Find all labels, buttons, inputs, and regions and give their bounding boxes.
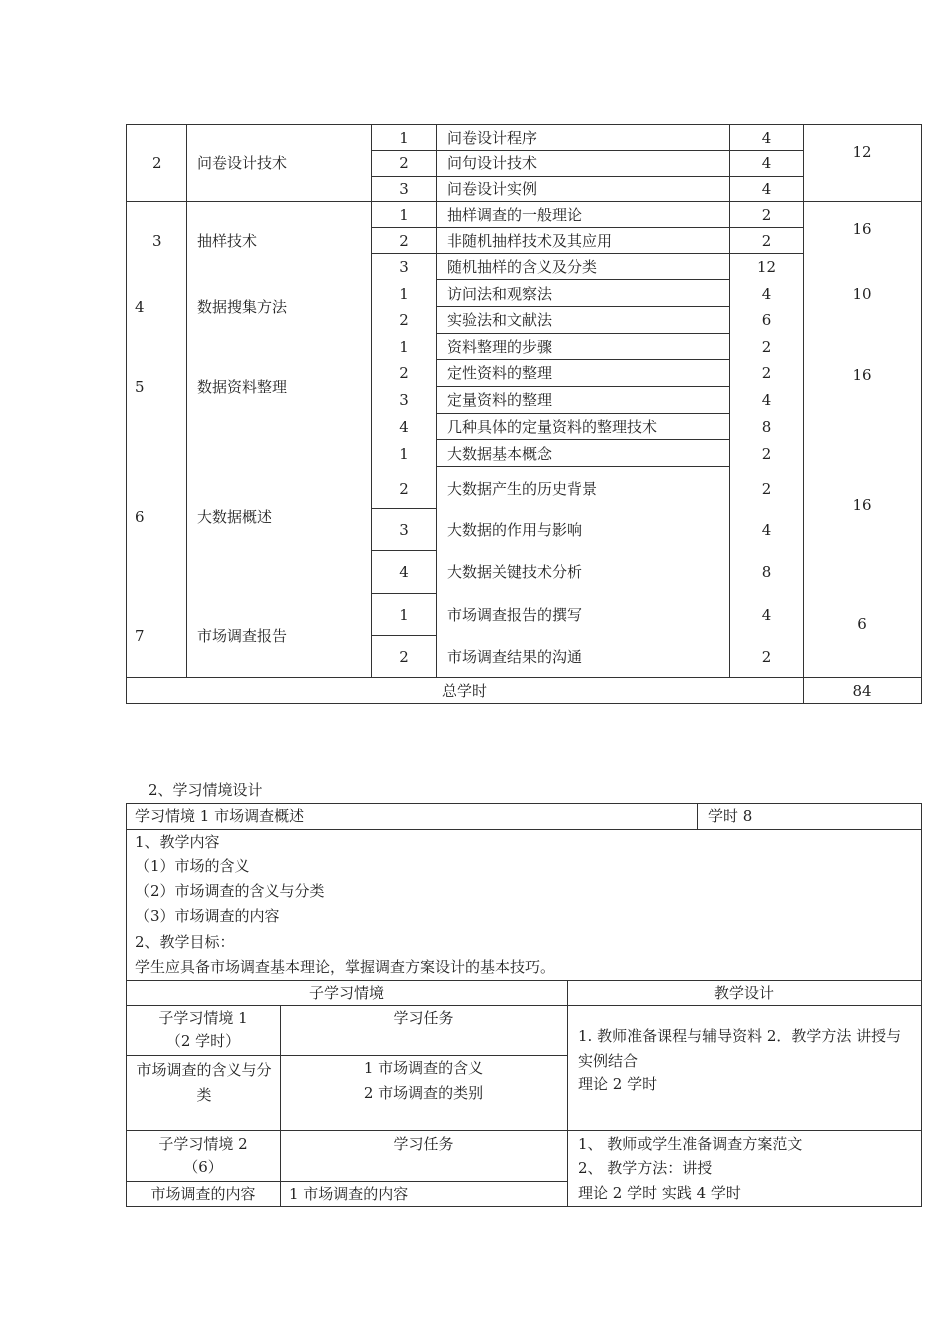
chapter-hours-total: 10 — [852, 285, 872, 303]
sub1-design-hours: 理论 2 学时 — [578, 1075, 658, 1093]
item-hours: 12 — [756, 258, 777, 276]
item-index: 1 — [399, 606, 409, 624]
item-topic: 大数据的作用与影响 — [447, 521, 583, 539]
col-sub-situation: 子学习情境 — [308, 984, 384, 1002]
item-index: 2 — [399, 648, 409, 666]
item-hours: 4 — [761, 154, 772, 172]
item-topic: 市场调查结果的沟通 — [447, 648, 583, 666]
sub1-task: 2 市场调查的类别 — [363, 1084, 484, 1102]
sub1-label: 子学习情境 1 — [158, 1009, 248, 1027]
sub2-design: 2、 教学方法：讲授 — [578, 1159, 713, 1177]
item-index: 2 — [399, 311, 409, 329]
chapter-name: 数据资料整理 — [197, 378, 288, 396]
item-topic: 问卷设计程序 — [447, 129, 538, 147]
sub1-task: 1 市场调查的含义 — [363, 1059, 484, 1077]
total-hours-label: 总学时 — [441, 682, 487, 700]
item-index: 1 — [399, 338, 409, 356]
chapter-name: 抽样技术 — [197, 232, 258, 250]
chapter-hours-total: 16 — [852, 220, 872, 238]
item-hours: 2 — [761, 480, 772, 498]
content-item: （3）市场调查的内容 — [135, 907, 280, 925]
item-index: 3 — [399, 258, 409, 276]
item-hours: 4 — [761, 285, 772, 303]
item-hours: 8 — [761, 418, 772, 436]
sub2-label: 子学习情境 2 — [158, 1135, 248, 1153]
chapter-no: 3 — [152, 232, 162, 250]
item-hours: 4 — [761, 180, 772, 198]
sub1-hours: （2 学时） — [165, 1032, 241, 1050]
item-hours: 2 — [761, 445, 772, 463]
item-hours: 4 — [761, 606, 772, 624]
item-hours: 8 — [761, 563, 772, 581]
sub2-name: 市场调查的内容 — [150, 1185, 256, 1203]
item-topic: 大数据产生的历史背景 — [447, 480, 598, 498]
total-hours-value: 84 — [852, 682, 872, 700]
chapter-name: 问卷设计技术 — [197, 154, 288, 172]
chapter-no: 4 — [135, 298, 145, 316]
item-hours: 2 — [761, 338, 772, 356]
item-topic: 问句设计技术 — [447, 154, 538, 172]
item-hours: 2 — [761, 232, 772, 250]
situation-hours: 学时 8 — [708, 807, 753, 825]
sub2-hours: （6） — [183, 1158, 223, 1176]
chapter-name: 大数据概述 — [197, 508, 273, 526]
item-hours: 2 — [761, 648, 772, 666]
item-index: 4 — [399, 418, 409, 436]
content-item: （2）市场调查的含义与分类 — [135, 882, 325, 900]
item-topic: 几种具体的定量资料的整理技术 — [447, 418, 658, 436]
goal-heading: 2、教学目标： — [135, 933, 235, 951]
item-hours: 4 — [761, 521, 772, 539]
item-index: 1 — [399, 445, 409, 463]
item-index: 1 — [399, 285, 409, 303]
item-topic: 大数据基本概念 — [447, 445, 553, 463]
sub1-task-head: 学习任务 — [393, 1009, 454, 1027]
item-hours: 4 — [761, 129, 772, 147]
chapter-no: 2 — [152, 154, 162, 172]
item-index: 2 — [399, 480, 409, 498]
chapter-no: 5 — [135, 378, 145, 396]
chapter-name: 数据搜集方法 — [197, 298, 288, 316]
chapter-no: 7 — [135, 627, 145, 645]
content-heading: 1、教学内容 — [135, 833, 220, 851]
item-index: 2 — [399, 364, 409, 382]
goal-text: 学生应具备市场调查基本理论，掌握调查方案设计的基本技巧。 — [135, 958, 556, 976]
chapter-hours-total: 16 — [852, 496, 872, 514]
situation-title: 学习情境 1 市场调查概述 — [135, 807, 305, 825]
chapter-hours-total: 6 — [857, 615, 867, 633]
chapter-hours-total: 12 — [852, 143, 872, 161]
chapter-hours-total: 16 — [852, 366, 872, 384]
item-index: 4 — [399, 563, 409, 581]
item-hours: 6 — [761, 311, 772, 329]
chapter-name: 市场调查报告 — [197, 627, 288, 645]
item-index: 2 — [399, 154, 409, 172]
item-topic: 资料整理的步骤 — [447, 338, 553, 356]
sub1-design: 1. 教师准备课程与辅导资料 2．教学方法 讲授与实例结合 — [578, 1027, 902, 1070]
item-hours: 2 — [761, 206, 772, 224]
item-hours: 2 — [761, 364, 772, 382]
item-topic: 大数据关键技术分析 — [447, 563, 583, 581]
content-item: （1）市场的含义 — [135, 857, 250, 875]
sub2-design: 1、 教师或学生准备调查方案范文 — [578, 1135, 803, 1153]
item-hours: 4 — [761, 391, 772, 409]
item-topic: 非随机抽样技术及其应用 — [447, 232, 613, 250]
item-index: 3 — [399, 391, 409, 409]
item-index: 1 — [399, 206, 409, 224]
item-topic: 定量资料的整理 — [447, 391, 553, 409]
sub2-design-hours: 理论 2 学时 实践 4 学时 — [578, 1184, 741, 1202]
item-topic: 实验法和文献法 — [447, 311, 553, 329]
item-topic: 定性资料的整理 — [447, 364, 553, 382]
item-topic: 市场调查报告的撰写 — [447, 606, 583, 624]
sub2-task: 1 市场调查的内容 — [289, 1185, 409, 1203]
col-teaching-design: 教学设计 — [713, 984, 774, 1002]
item-topic: 问卷设计实例 — [447, 180, 538, 198]
sub2-task-head: 学习任务 — [393, 1135, 454, 1153]
item-index: 2 — [399, 232, 409, 250]
section-heading: 2、学习情境设计 — [148, 781, 263, 799]
item-topic: 抽样调查的一般理论 — [447, 206, 583, 224]
item-index: 3 — [399, 180, 409, 198]
item-index: 1 — [399, 129, 409, 147]
item-topic: 访问法和观察法 — [447, 285, 553, 303]
item-topic: 随机抽样的含义及分类 — [447, 258, 598, 276]
chapter-no: 6 — [135, 508, 145, 526]
item-index: 3 — [399, 521, 409, 539]
sub1-name: 市场调查的含义与分类 — [136, 1061, 272, 1104]
